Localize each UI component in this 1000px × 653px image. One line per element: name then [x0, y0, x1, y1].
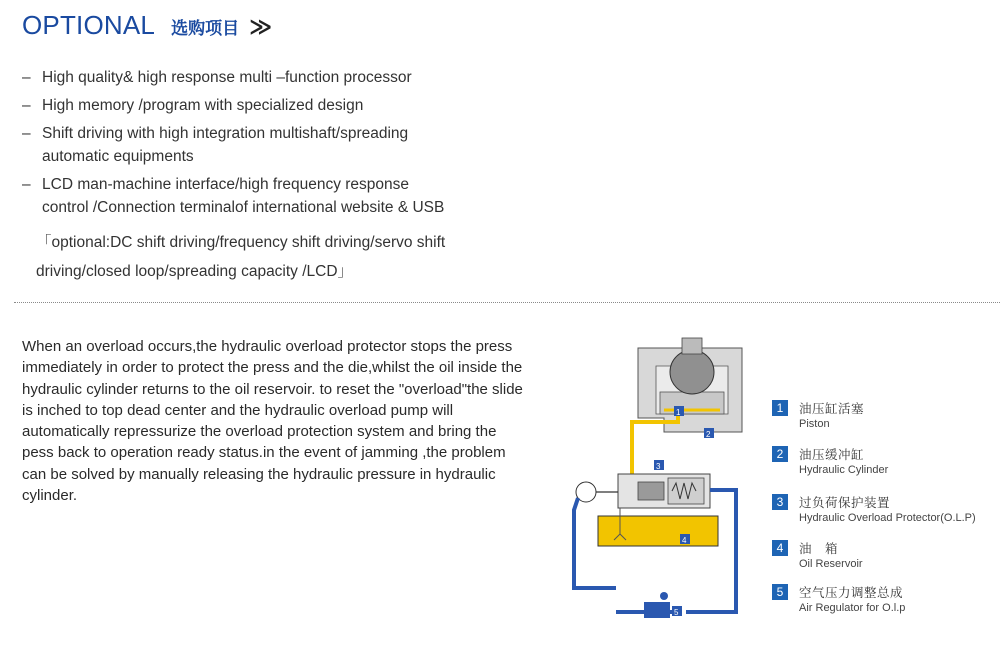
legend-label-en: Piston — [799, 418, 830, 430]
feature-dash: – — [22, 125, 31, 142]
air-regulator — [644, 602, 670, 618]
hydraulic-overload-diagram — [560, 330, 760, 630]
legend-label-en: Air Regulator for O.l.p — [799, 602, 906, 614]
feature-text: LCD man-machine interface/high frequency response control /Connection terminalof international website & USB — [42, 176, 445, 216]
legend-number: 4 — [772, 540, 788, 556]
pressure-gauge — [660, 592, 668, 600]
legend-number: 5 — [772, 584, 788, 600]
legend-number: 1 — [772, 400, 788, 416]
feature-text: High memory /program with specialized design — [42, 97, 364, 114]
double-chevron-icon: ≫ — [249, 14, 267, 39]
legend-label-en: Hydraulic Overload Protector(O.L.P) — [799, 512, 976, 524]
overload-description: When an overload occurs,the hydraulic overload protector stops the press immediately in order to protect the press and the die,whilst the oil inside the hydraulic cylinder returns to the oil reservoir. to reset the "overload"the slide is inched to top dead center and the hydraulic overload pump will automatically repressurize the overload protection system and bring the pess back to operation ready status.in the event of jamming ,the problem can be solved by manually releasing the hydraulic pressure in hydraulic cylinder. — [22, 338, 523, 505]
legend-item-air-regulator — [772, 582, 1000, 618]
legend-item-olp — [772, 492, 1000, 528]
legend-number: 2 — [772, 446, 788, 462]
ball-joint — [670, 350, 714, 394]
feature-item — [22, 66, 522, 89]
oil-reservoir — [598, 516, 718, 546]
section-title-en: OPTIONAL — [22, 10, 156, 40]
legend-item-hydraulic-cylinder — [772, 444, 1000, 480]
legend-label-en: Hydraulic Cylinder — [799, 464, 889, 476]
legend-label-zh: 空气压力调整总成 — [799, 586, 904, 600]
legend-label-zh: 油压缓冲缸 — [799, 448, 865, 462]
legend-label-zh: 过负荷保护装置 — [799, 496, 891, 510]
feature-dash: – — [22, 176, 31, 193]
label-1: 1 — [676, 408, 681, 417]
feature-dash: – — [22, 69, 31, 86]
label-2: 2 — [706, 430, 711, 439]
feature-item — [22, 94, 522, 117]
feature-text: High quality& high response multi –function processor — [42, 69, 412, 86]
legend-label-zh: 油 箱 — [799, 542, 839, 556]
label-3: 3 — [656, 462, 661, 471]
legend-number: 3 — [772, 494, 788, 510]
label-4: 4 — [682, 536, 687, 545]
feature-text: Shift driving with high integration multishaft/spreading automatic equipments — [42, 125, 409, 165]
section-title-zh: 选购项目 — [171, 19, 240, 38]
legend-item-oil-reservoir — [772, 538, 1000, 574]
dotted-divider — [14, 302, 1000, 303]
legend-label-zh: 油压缸活塞 — [799, 402, 865, 416]
label-5: 5 — [674, 608, 679, 617]
feature-item — [22, 122, 522, 168]
feature-item — [22, 173, 522, 219]
connecting-rod — [682, 338, 702, 354]
feature-dash: – — [22, 97, 31, 114]
legend-item-piston — [772, 398, 1000, 434]
optional-note: 「optional:DC shift driving/frequency shift driving/servo shift driving/closed loop/spreading capacity /LCD」 — [36, 234, 446, 280]
olp-piston — [638, 482, 664, 500]
section-header — [22, 10, 266, 44]
legend-label-en: Oil Reservoir — [799, 558, 863, 570]
feature-list — [22, 66, 522, 224]
